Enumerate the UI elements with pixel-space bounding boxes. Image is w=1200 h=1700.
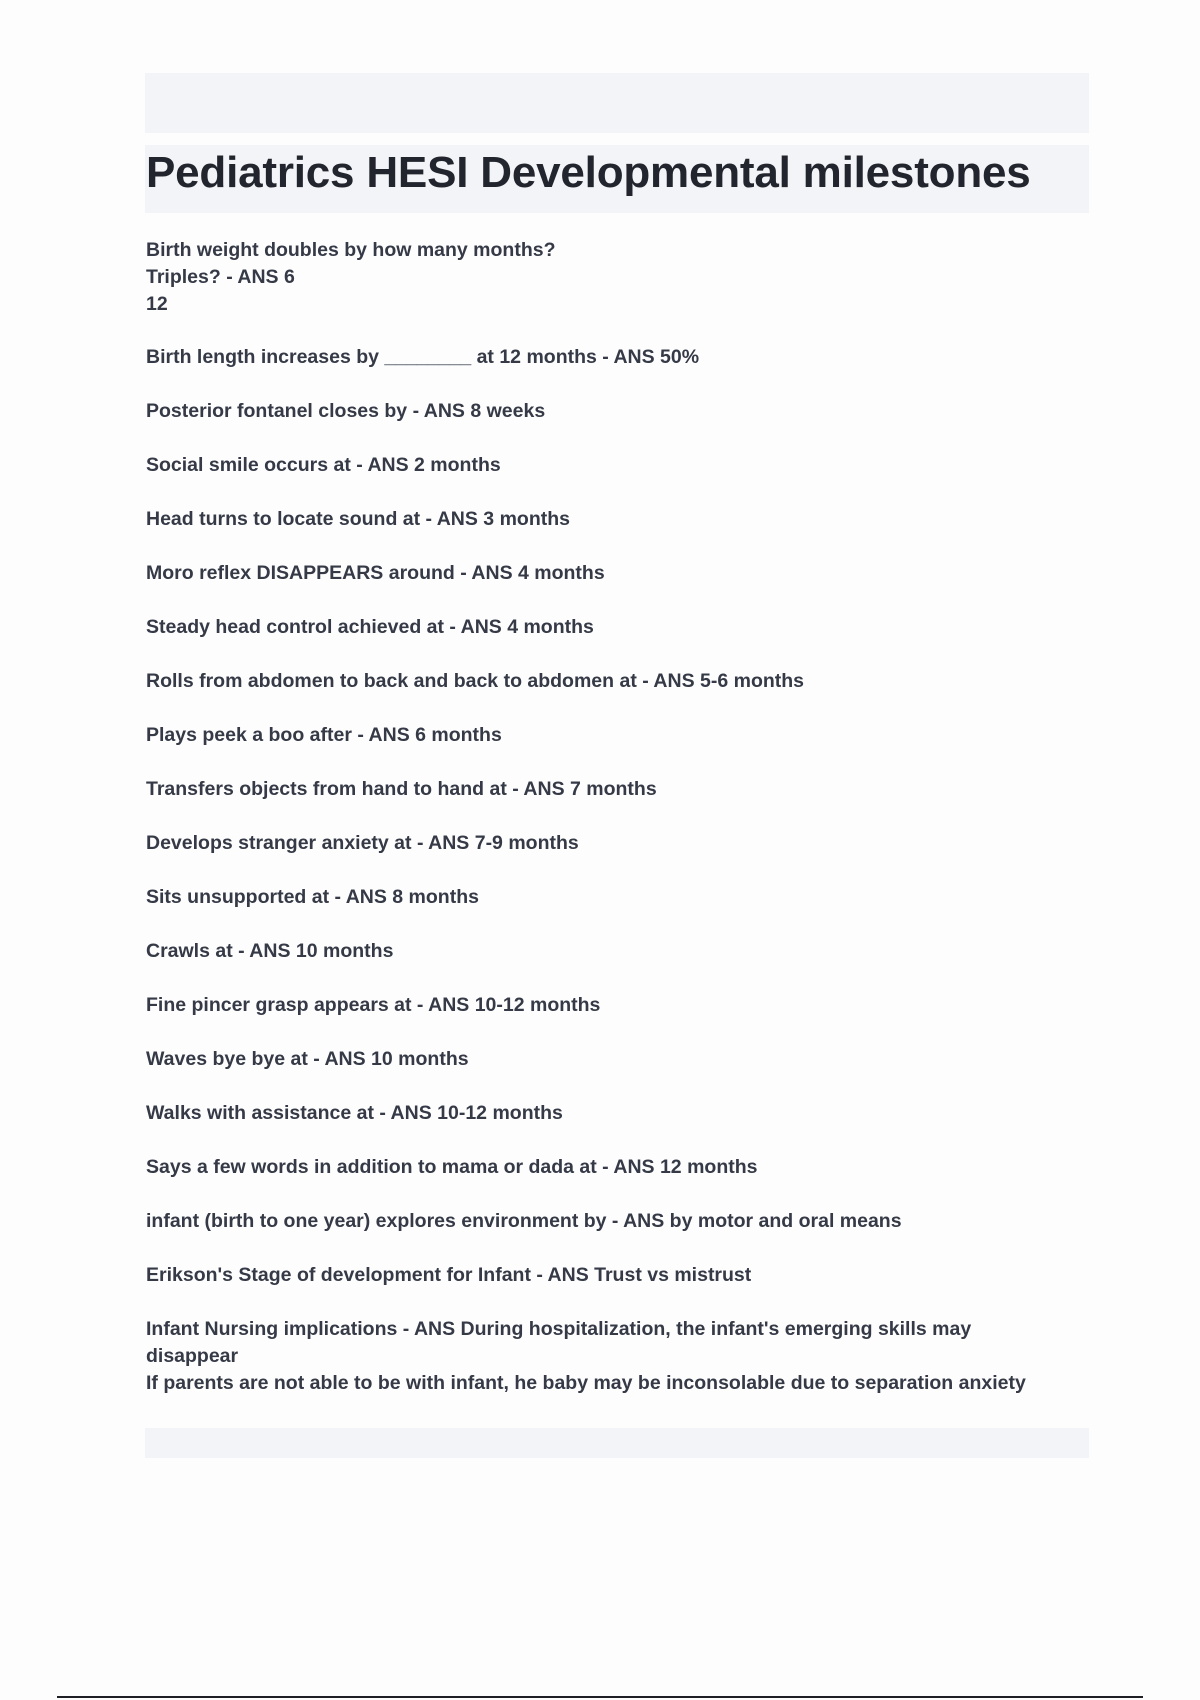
- qa-item-birth-weight: [146, 237, 1076, 318]
- qa-item: Steady head control achieved at - ANS 4 months: [146, 616, 594, 638]
- qa-item: Sits unsupported at - ANS 8 months: [146, 886, 479, 908]
- qa-item: Birth length increases by ________ at 12 months - ANS 50%: [146, 346, 700, 368]
- qa-line: disappear: [146, 1345, 239, 1367]
- qa-line: Infant Nursing implications - ANS During hospitalization, the infant's emerging skills may: [146, 1318, 972, 1340]
- qa-line: If parents are not able to be with infant, he baby may be inconsolable due to separation anxiety: [146, 1372, 1026, 1394]
- qa-line: Birth weight doubles by how many months?: [146, 239, 556, 261]
- page-title: Pediatrics HESI Developmental milestones: [146, 148, 1031, 197]
- qa-item: Develops stranger anxiety at - ANS 7-9 months: [146, 832, 579, 854]
- qa-list: [146, 237, 1076, 1397]
- qa-item: Rolls from abdomen to back and back to abdomen at - ANS 5-6 months: [146, 670, 805, 692]
- header-band: [145, 73, 1089, 133]
- qa-item: Plays peek a boo after - ANS 6 months: [146, 724, 502, 746]
- qa-item-nursing-implications: [146, 1316, 1076, 1397]
- qa-line: Triples? - ANS 6: [146, 266, 295, 288]
- qa-item: infant (birth to one year) explores environment by - ANS by motor and oral means: [146, 1210, 902, 1232]
- qa-line: 12: [146, 293, 168, 315]
- qa-item: Fine pincer grasp appears at - ANS 10-12 months: [146, 994, 601, 1016]
- footer-rule: [57, 1696, 1143, 1698]
- qa-item: Transfers objects from hand to hand at - ANS 7 months: [146, 778, 657, 800]
- qa-item: Crawls at - ANS 10 months: [146, 940, 394, 962]
- qa-item: Says a few words in addition to mama or dada at - ANS 12 months: [146, 1156, 758, 1178]
- qa-item: Social smile occurs at - ANS 2 months: [146, 454, 501, 476]
- footer-band: [145, 1428, 1089, 1458]
- qa-item: Walks with assistance at - ANS 10-12 months: [146, 1102, 563, 1124]
- qa-item: Head turns to locate sound at - ANS 3 months: [146, 508, 570, 530]
- qa-item: Erikson's Stage of development for Infant - ANS Trust vs mistrust: [146, 1264, 752, 1286]
- qa-item: Waves bye bye at - ANS 10 months: [146, 1048, 469, 1070]
- qa-item: Moro reflex DISAPPEARS around - ANS 4 months: [146, 562, 605, 584]
- qa-item: Posterior fontanel closes by - ANS 8 weeks: [146, 400, 546, 422]
